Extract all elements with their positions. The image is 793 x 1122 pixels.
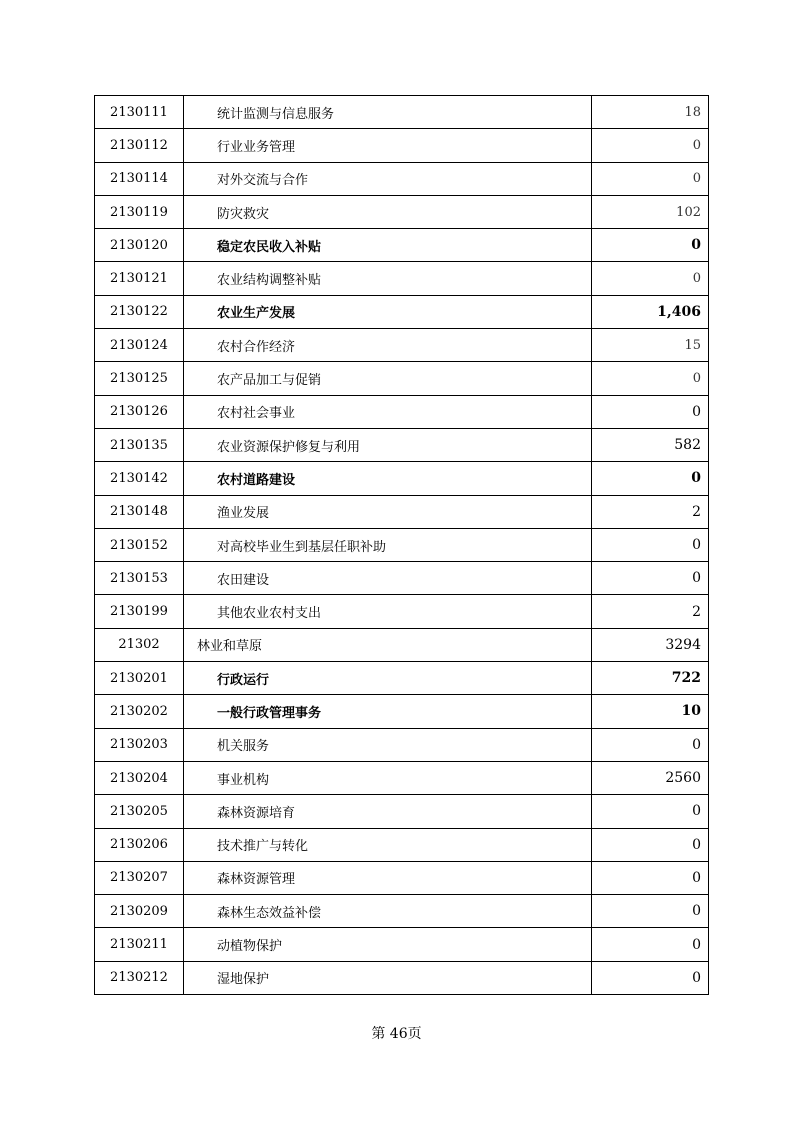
- subject-name: 统计监测与信息服务: [184, 96, 592, 128]
- subject-name: 农村道路建设: [184, 462, 592, 494]
- subject-name: 森林资源管理: [184, 862, 592, 894]
- subject-code: 2130201: [95, 662, 184, 694]
- table-row: [95, 96, 709, 129]
- subject-name: 对外交流与合作: [184, 163, 592, 195]
- subject-name: 农田建设: [184, 562, 592, 594]
- table-row: [95, 695, 709, 728]
- subject-code: 2130206: [95, 829, 184, 861]
- amount-value: 0: [592, 862, 709, 894]
- amount-value: 0: [592, 262, 709, 294]
- amount-value: 3294: [592, 629, 709, 661]
- subject-name: 其他农业农村支出: [184, 595, 592, 627]
- subject-name: 防灾救灾: [184, 196, 592, 228]
- amount-value: 18: [592, 96, 709, 128]
- amount-value: 0: [592, 562, 709, 594]
- subject-name: 农村社会事业: [184, 396, 592, 428]
- amount-value: 0: [592, 362, 709, 394]
- amount-value: 0: [592, 962, 709, 994]
- amount-value: 10: [592, 695, 709, 727]
- subject-code: 2130124: [95, 329, 184, 361]
- subject-code: 2130202: [95, 695, 184, 727]
- table-row: [95, 229, 709, 262]
- table-row: [95, 129, 709, 162]
- table-row: [95, 862, 709, 895]
- amount-value: 2560: [592, 762, 709, 794]
- amount-value: 582: [592, 429, 709, 461]
- table-row: [95, 762, 709, 795]
- subject-name: 行业业务管理: [184, 129, 592, 161]
- table-row: [95, 829, 709, 862]
- table-row: [95, 296, 709, 329]
- subject-name: 农业生产发展: [184, 296, 592, 328]
- table-row: [95, 595, 709, 628]
- subject-code: 2130212: [95, 962, 184, 994]
- amount-value: 0: [592, 396, 709, 428]
- table-row: [95, 462, 709, 495]
- table-row: [95, 496, 709, 529]
- table-row: [95, 196, 709, 229]
- subject-code: 2130203: [95, 729, 184, 761]
- subject-code: 2130122: [95, 296, 184, 328]
- amount-value: 0: [592, 229, 709, 261]
- subject-name: 稳定农民收入补贴: [184, 229, 592, 261]
- subject-name: 农业结构调整补贴: [184, 262, 592, 294]
- subject-code: 2130148: [95, 496, 184, 528]
- subject-name: 对高校毕业生到基层任职补助: [184, 529, 592, 561]
- amount-value: 2: [592, 496, 709, 528]
- table-row: [95, 629, 709, 662]
- table-row: [95, 729, 709, 762]
- table-row: [95, 662, 709, 695]
- amount-value: 15: [592, 329, 709, 361]
- subject-code: 2130142: [95, 462, 184, 494]
- subject-name: 渔业发展: [184, 496, 592, 528]
- subject-code: 21302: [95, 629, 184, 661]
- subject-code: 2130204: [95, 762, 184, 794]
- subject-name: 一般行政管理事务: [184, 695, 592, 727]
- subject-name: 技术推广与转化: [184, 829, 592, 861]
- subject-code: 2130125: [95, 362, 184, 394]
- table-row: [95, 895, 709, 928]
- subject-code: 2130199: [95, 595, 184, 627]
- amount-value: 0: [592, 729, 709, 761]
- amount-value: 0: [592, 928, 709, 960]
- table-row: [95, 396, 709, 429]
- budget-table: [94, 95, 709, 995]
- subject-name: 森林生态效益补偿: [184, 895, 592, 927]
- subject-code: 2130211: [95, 928, 184, 960]
- table-row: [95, 962, 709, 995]
- amount-value: 2: [592, 595, 709, 627]
- table-row: [95, 163, 709, 196]
- subject-code: 2130120: [95, 229, 184, 261]
- amount-value: 0: [592, 795, 709, 827]
- subject-code: 2130111: [95, 96, 184, 128]
- table-row: [95, 329, 709, 362]
- subject-code: 2130112: [95, 129, 184, 161]
- subject-code: 2130126: [95, 396, 184, 428]
- subject-name: 农村合作经济: [184, 329, 592, 361]
- subject-code: 2130119: [95, 196, 184, 228]
- subject-code: 2130152: [95, 529, 184, 561]
- subject-name: 森林资源培育: [184, 795, 592, 827]
- amount-value: 0: [592, 462, 709, 494]
- subject-code: 2130205: [95, 795, 184, 827]
- table-row: [95, 795, 709, 828]
- subject-code: 2130121: [95, 262, 184, 294]
- page-number: 第 46页: [371, 1026, 422, 1042]
- subject-name: 机关服务: [184, 729, 592, 761]
- subject-code: 2130114: [95, 163, 184, 195]
- table-row: [95, 362, 709, 395]
- subject-name: 农业资源保护修复与利用: [184, 429, 592, 461]
- amount-value: 1,406: [592, 296, 709, 328]
- subject-code: 2130209: [95, 895, 184, 927]
- amount-value: 0: [592, 529, 709, 561]
- amount-value: 0: [592, 895, 709, 927]
- amount-value: 0: [592, 829, 709, 861]
- amount-value: 0: [592, 163, 709, 195]
- amount-value: 102: [592, 196, 709, 228]
- subject-name: 事业机构: [184, 762, 592, 794]
- table-row: [95, 262, 709, 295]
- table-row: [95, 928, 709, 961]
- amount-value: 722: [592, 662, 709, 694]
- table-row: [95, 562, 709, 595]
- table-row: [95, 529, 709, 562]
- subject-code: 2130153: [95, 562, 184, 594]
- subject-name: 行政运行: [184, 662, 592, 694]
- table-row: [95, 429, 709, 462]
- subject-name: 湿地保护: [184, 962, 592, 994]
- subject-code: 2130207: [95, 862, 184, 894]
- subject-name: 农产品加工与促销: [184, 362, 592, 394]
- subject-code: 2130135: [95, 429, 184, 461]
- amount-value: 0: [592, 129, 709, 161]
- subject-name: 动植物保护: [184, 928, 592, 960]
- subject-name: 林业和草原: [184, 629, 592, 661]
